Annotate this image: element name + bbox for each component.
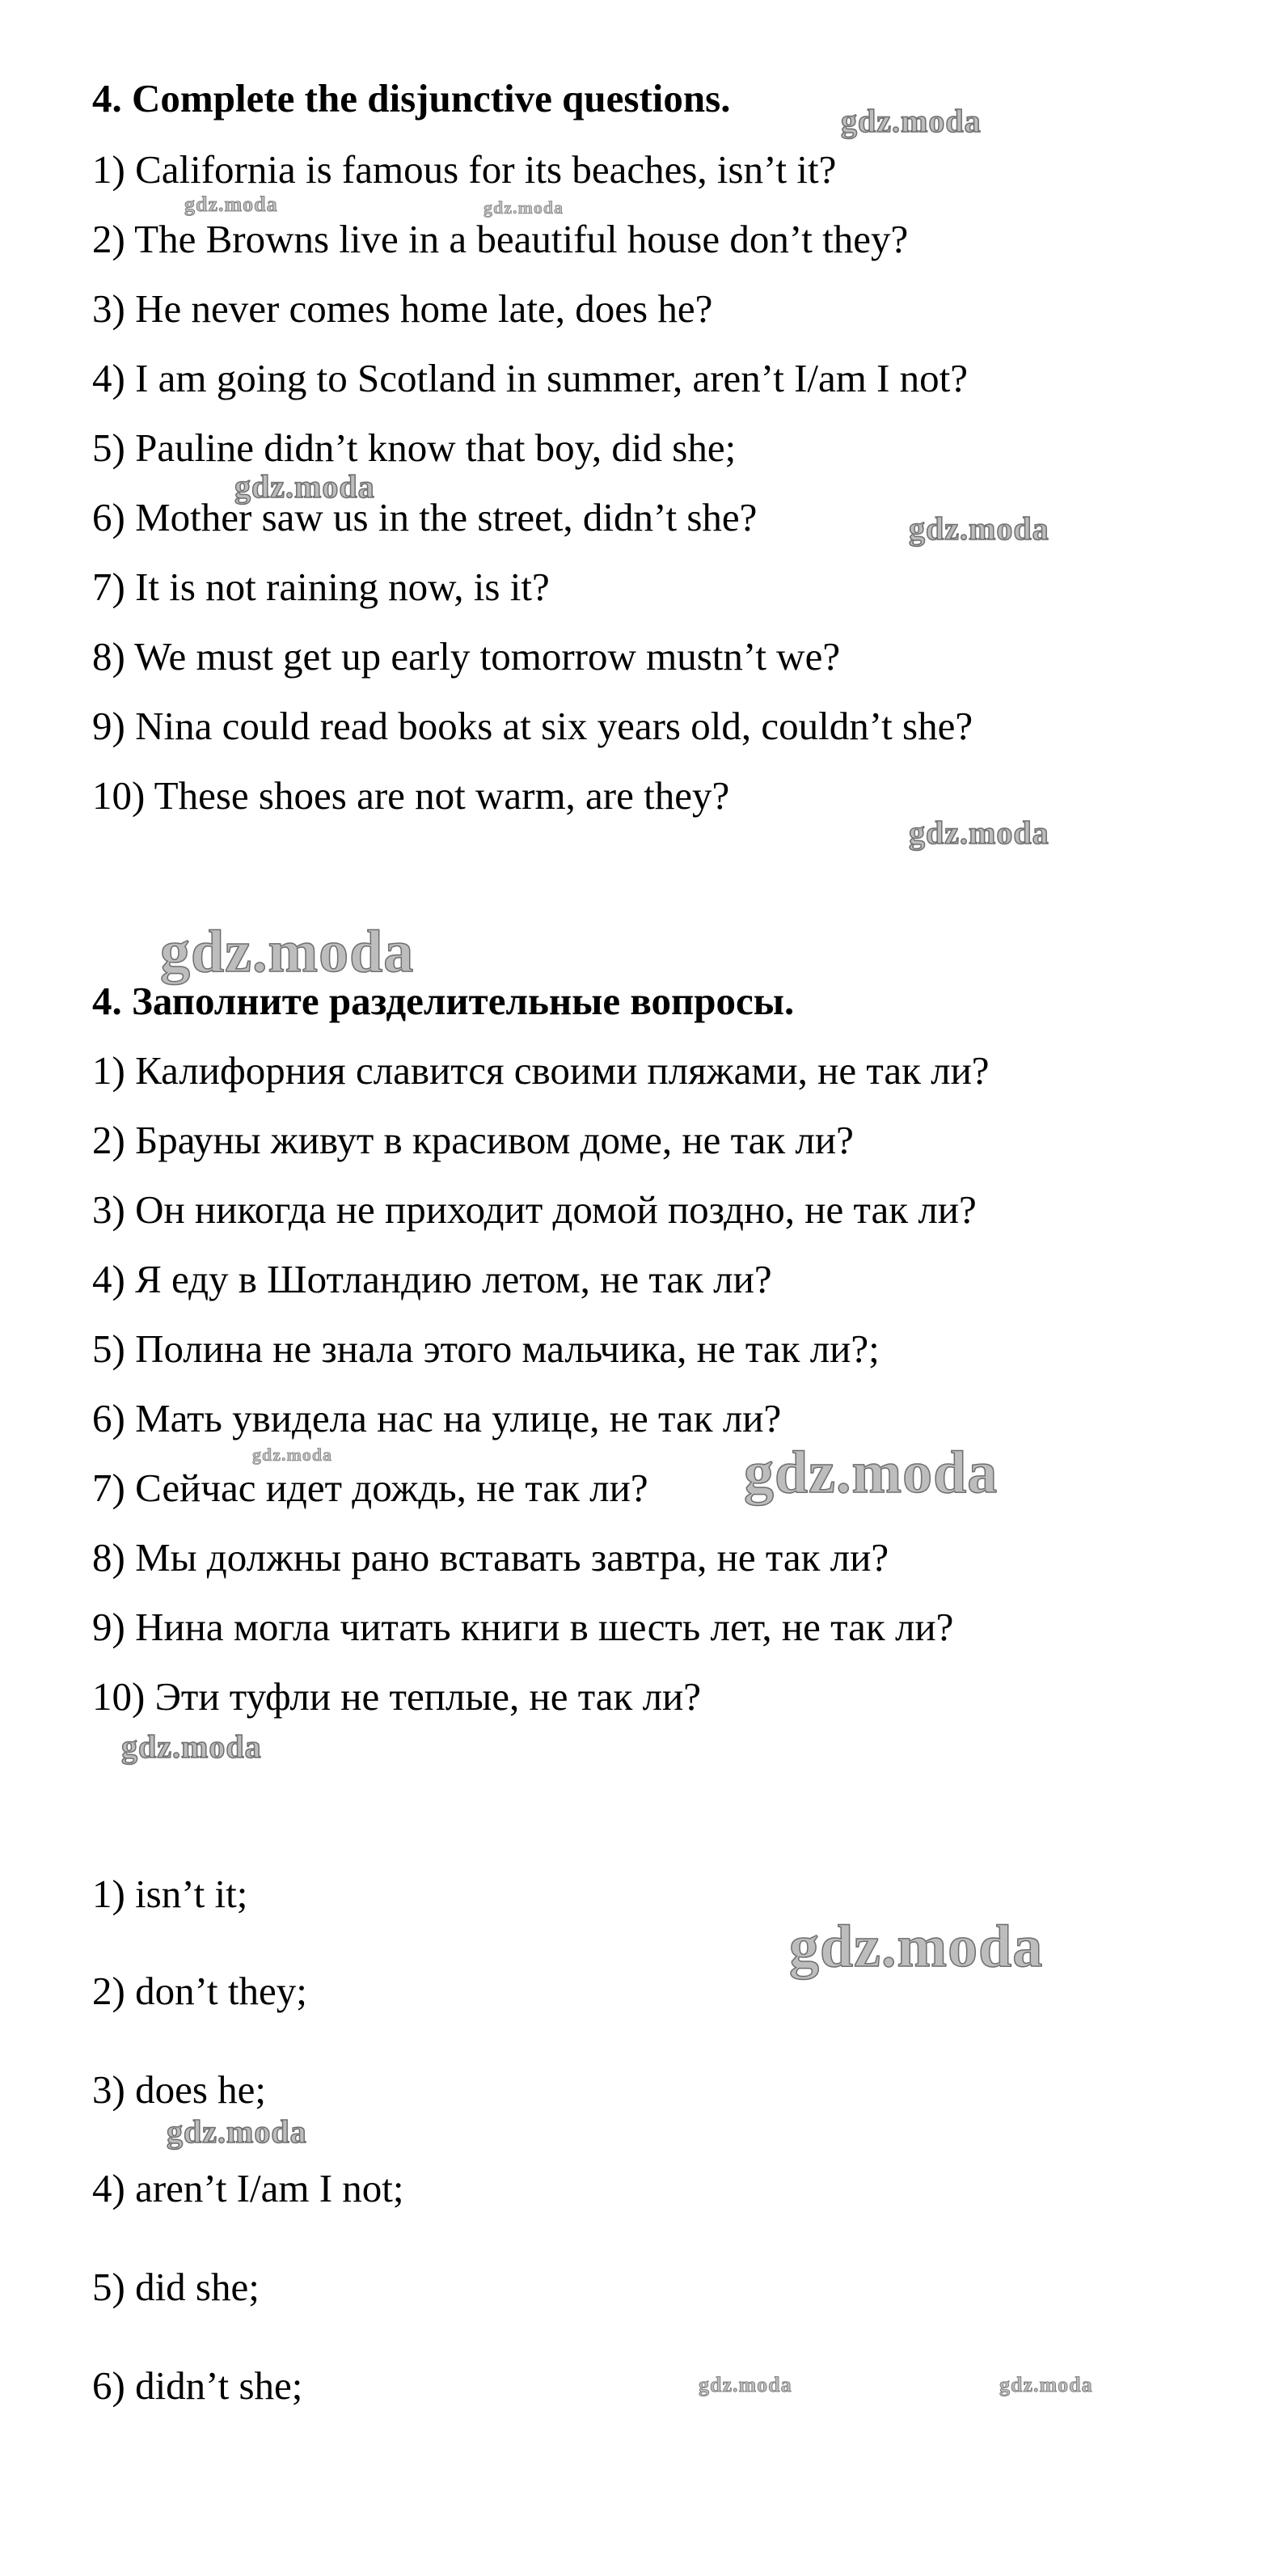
answer-5: 5) did she;: [92, 2265, 260, 2309]
answer-2: 2) don’t they;: [92, 1969, 307, 2013]
english-item-8: 8) We must get up early tomorrow mustn’t we?: [92, 634, 841, 679]
russian-item-6: 6) Мать увидела нас на улице, не так ли?: [92, 1396, 782, 1440]
watermark: gdz.moda: [234, 468, 375, 505]
russian-title: 4. Заполните разделительные вопросы.: [92, 979, 795, 1023]
english-item-1: 1) California is famous for its beaches, isn’t it?: [92, 147, 837, 192]
russian-item-5: 5) Полина не знала этого мальчика, не так ли?;: [92, 1326, 880, 1371]
english-item-3: 3) He never comes home late, does he?: [92, 286, 713, 331]
answer-4: 4) aren’t I/am I not;: [92, 2166, 404, 2210]
english-title: 4. Complete the disjunctive questions.: [92, 76, 731, 121]
english-item-5: 5) Pauline didn’t know that boy, did she;: [92, 425, 737, 470]
russian-item-4: 4) Я еду в Шотландию летом, не так ли?: [92, 1257, 772, 1301]
watermark: gdz.moda: [699, 2373, 792, 2396]
russian-item-2: 2) Брауны живут в красивом доме, не так ли?: [92, 1118, 854, 1162]
english-item-6: 6) Mother saw us in the street, didn’t she?: [92, 495, 758, 539]
english-item-10: 10) These shoes are not warm, are they?: [92, 773, 730, 818]
watermark: gdz.moda: [789, 1914, 1044, 1980]
english-item-2: 2) The Browns live in a beautiful house don’t they?: [92, 217, 909, 261]
watermark: gdz.moda: [483, 197, 564, 218]
watermark: gdz.moda: [841, 103, 982, 139]
english-item-4: 4) I am going to Scotland in summer, aren’t I/am I not?: [92, 356, 969, 400]
watermark: gdz.moda: [167, 2113, 307, 2150]
russian-item-3: 3) Он никогда не приходит домой поздно, не так ли?: [92, 1187, 977, 1232]
watermark: gdz.moda: [184, 192, 278, 216]
russian-item-7: 7) Сейчас идет дождь, не так ли?: [92, 1466, 648, 1510]
english-item-7: 7) It is not raining now, is it?: [92, 565, 550, 609]
watermark: gdz.moda: [252, 1445, 333, 1465]
russian-item-10: 10) Эти туфли не теплые, не так ли?: [92, 1674, 701, 1719]
watermark: gdz.moda: [909, 814, 1049, 851]
answer-6: 6) didn’t she;: [92, 2363, 303, 2408]
watermark: gdz.moda: [121, 1728, 262, 1765]
answer-1: 1) isn’t it;: [92, 1872, 248, 1916]
russian-item-8: 8) Мы должны рано вставать завтра, не так ли?: [92, 1535, 889, 1580]
watermark: gdz.moda: [909, 510, 1049, 547]
english-item-9: 9) Nina could read books at six years old, couldn’t she?: [92, 704, 973, 748]
russian-item-1: 1) Калифорния славится своими пляжами, не так ли?: [92, 1048, 990, 1093]
answer-3: 3) does he;: [92, 2067, 266, 2112]
russian-item-9: 9) Нина могла читать книги в шесть лет, не так ли?: [92, 1605, 954, 1649]
watermark: gdz.moda: [160, 919, 415, 985]
watermark: gdz.moda: [744, 1440, 999, 1506]
watermark: gdz.moda: [999, 2373, 1093, 2396]
